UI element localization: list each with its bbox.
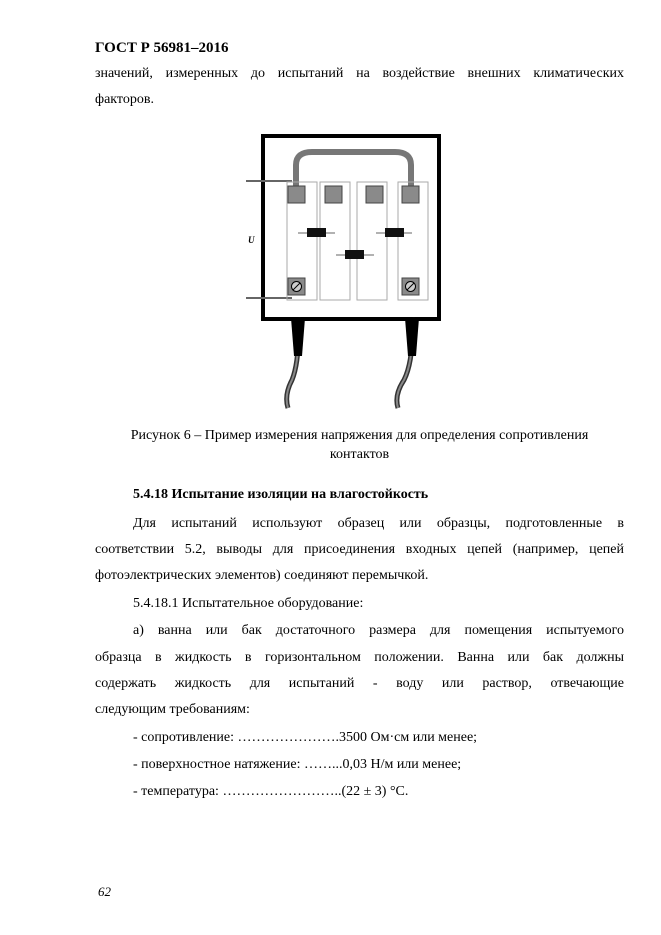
item-a-line-2: образца в жидкость в горизонтальном положении. Ванна или бак должны xyxy=(95,650,624,665)
item-a-line-3: содержать жидкость для испытаний - воду или раствор, отвечающие xyxy=(95,676,624,691)
figure-6-diagram xyxy=(240,128,450,418)
figure-caption-line-1: Рисунок 6 – Пример измерения напряжения для определения сопротивления xyxy=(130,428,589,443)
para1-line-1: Для испытаний используют образец или образцы, подготовленные в xyxy=(133,516,624,531)
requirement-resistance: - сопротивление: ………………….3500 Ом·см или менее; xyxy=(133,730,478,745)
bottom-terminals xyxy=(288,278,419,295)
item-a-line-4: следующим требованиям: xyxy=(95,702,250,717)
subsection-heading: 5.4.18.1 Испытательное оборудование: xyxy=(133,596,364,611)
requirement-surface-tension: - поверхностное натяжение: ……...0,03 Н/м или менее; xyxy=(133,757,462,772)
figure-caption-line-2: контактов xyxy=(329,447,390,462)
voltage-label: U xyxy=(248,235,255,245)
bypass-diodes xyxy=(298,228,412,259)
output-cables xyxy=(287,318,419,408)
document-id-header: ГОСТ Р 56981–2016 xyxy=(95,40,229,56)
para1-line-2: соответствии 5.2, выводы для присоединения входных цепей (например, цепей xyxy=(95,542,624,557)
item-a-line-1: а) ванна или бак достаточного размера для помещения испытуемого xyxy=(133,623,624,638)
page-number: 62 xyxy=(98,884,111,899)
figure-caption xyxy=(95,426,624,464)
jumper-wire xyxy=(296,152,411,186)
para1-line-3: фотоэлектрических элементов) соединяют перемычкой. xyxy=(95,568,429,583)
top-contact-pads xyxy=(288,186,419,203)
intro-text-line-1: значений, измеренных до испытаний на воздействие внешних климатических xyxy=(95,66,624,81)
requirement-temperature: - температура: ……………………..(22 ± 3) °С. xyxy=(133,784,409,799)
intro-text-line-2: факторов. xyxy=(95,92,154,107)
section-heading: 5.4.18 Испытание изоляции на влагостойкость xyxy=(133,487,429,502)
